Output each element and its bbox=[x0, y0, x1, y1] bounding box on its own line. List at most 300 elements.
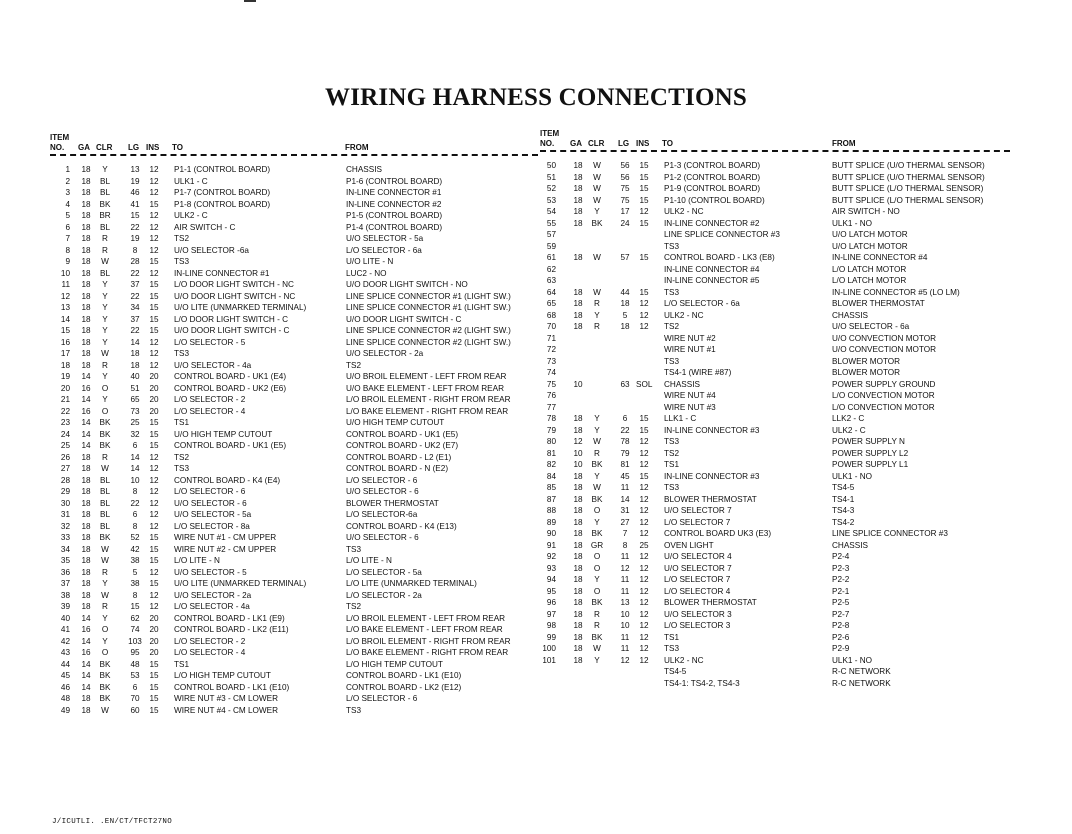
table-row bbox=[50, 268, 538, 280]
table-row bbox=[50, 429, 538, 441]
cell-from-terminal: P1-4 (CONTROL BOARD) bbox=[346, 222, 443, 232]
cell-from-terminal: P2-6 bbox=[832, 632, 850, 642]
cell-to-terminal: ULK1 - C bbox=[174, 176, 208, 186]
table-row bbox=[50, 164, 538, 176]
cell-to-terminal: TS3 bbox=[174, 464, 190, 473]
cell-insulation: 12 bbox=[639, 563, 649, 573]
cell-gauge: 18 bbox=[81, 510, 91, 519]
cell-gauge: 18 bbox=[573, 161, 583, 170]
cell-to-terminal: L/O DOOR LIGHT SWITCH - C bbox=[174, 314, 289, 324]
cell-to-terminal: IN-LINE CONNECTOR #3 bbox=[664, 471, 760, 481]
cell-length: 14 bbox=[130, 464, 140, 473]
cell-insulation: 15 bbox=[639, 218, 649, 228]
cell-length: 74 bbox=[130, 625, 140, 634]
cell-from-terminal: POWER SUPPLY GROUND bbox=[832, 379, 936, 389]
table-row bbox=[540, 344, 1010, 356]
table-row bbox=[50, 647, 538, 659]
cell-item-no: 31 bbox=[60, 510, 70, 519]
cell-length: 79 bbox=[620, 448, 630, 458]
cell-from-terminal: BUTT SPLICE (U/O THERMAL SENSOR) bbox=[832, 161, 985, 170]
cell-from-terminal: L/O HIGH TEMP CUTOUT bbox=[346, 659, 443, 669]
cell-length: 75 bbox=[620, 184, 630, 193]
cell-gauge: 18 bbox=[81, 314, 91, 324]
cell-to-terminal: L/O SELECTOR - 8a bbox=[174, 521, 250, 531]
cell-from-terminal: AIR SWITCH - NO bbox=[832, 207, 900, 216]
cell-from-terminal: LINE SPLICE CONNECTOR #1 (LIGHT SW.) bbox=[346, 303, 511, 312]
cell-from-terminal: TS4-5 bbox=[832, 483, 855, 492]
table-row bbox=[50, 555, 538, 567]
cell-to-terminal: TS3 bbox=[174, 349, 190, 358]
table-row bbox=[540, 528, 1010, 540]
cell-from-terminal: L/O BROIL ELEMENT - LEFT FROM REAR bbox=[346, 613, 506, 623]
cell-length: 8 bbox=[622, 540, 628, 550]
cell-to-terminal: L/O HIGH TEMP CUTOUT bbox=[174, 671, 271, 680]
cell-gauge: 18 bbox=[573, 552, 583, 561]
cell-length: 11 bbox=[620, 575, 630, 584]
cell-from-terminal: LINE SPLICE CONNECTOR #2 (LIGHT SW.) bbox=[346, 337, 511, 347]
cell-to-terminal: ULK2 - NC bbox=[664, 655, 704, 665]
cell-from-terminal: CONTROL BOARD - UK1 (E5) bbox=[346, 429, 459, 439]
cell-color: R bbox=[102, 452, 108, 462]
cell-insulation: 12 bbox=[639, 598, 649, 607]
cell-to-terminal: TS3 bbox=[664, 437, 680, 446]
cell-item-no: 21 bbox=[60, 395, 70, 404]
right-connections-table bbox=[540, 126, 1010, 689]
cell-gauge: 18 bbox=[81, 268, 91, 278]
cell-insulation: 12 bbox=[639, 506, 649, 515]
cell-insulation: 12 bbox=[149, 487, 159, 496]
cell-insulation: 12 bbox=[149, 602, 159, 611]
cell-gauge: 18 bbox=[573, 621, 583, 630]
cell-to-terminal: TS3 bbox=[664, 287, 680, 297]
cell-to-terminal: OVEN LIGHT bbox=[664, 540, 714, 550]
cell-to-terminal: P1-9 (CONTROL BOARD) bbox=[664, 184, 761, 193]
cell-color: W bbox=[593, 437, 601, 446]
cell-from-terminal: TS2 bbox=[346, 602, 362, 611]
cell-item-no: 68 bbox=[546, 310, 556, 320]
cell-from-terminal: U/O SELECTOR - 5a bbox=[346, 234, 424, 243]
cell-item-no: 79 bbox=[546, 425, 556, 435]
cell-item-no: 11 bbox=[61, 280, 70, 289]
cell-insulation: 20 bbox=[149, 372, 159, 381]
cell-gauge: 18 bbox=[81, 590, 91, 600]
cell-to-terminal: CONTROL BOARD - LK1 (E10) bbox=[174, 682, 290, 692]
header-ga: GA bbox=[78, 143, 90, 152]
cell-gauge: 18 bbox=[81, 234, 91, 243]
cell-length: 103 bbox=[128, 636, 142, 646]
header-ga: GA bbox=[570, 139, 582, 148]
cell-insulation: 20 bbox=[149, 395, 159, 404]
cell-color: Y bbox=[102, 291, 108, 301]
cell-to-terminal: ULK2 - NC bbox=[664, 207, 704, 216]
cell-item-no: 89 bbox=[546, 517, 556, 527]
cell-to-terminal: ULK2 - NC bbox=[664, 310, 704, 320]
cell-from-terminal: L/O BAKE ELEMENT - RIGHT FROM REAR bbox=[346, 648, 509, 657]
cell-from-terminal: TS4-2 bbox=[832, 517, 855, 527]
cell-gauge: 18 bbox=[81, 521, 91, 531]
cell-item-no: 91 bbox=[546, 540, 556, 550]
cell-insulation: 12 bbox=[639, 310, 649, 320]
cell-gauge: 18 bbox=[81, 291, 91, 301]
table-row bbox=[540, 655, 1010, 667]
right-rows bbox=[540, 160, 1010, 689]
cell-to-terminal: L/O SELECTOR - 5 bbox=[174, 337, 246, 347]
cell-gauge: 18 bbox=[81, 498, 91, 508]
cell-insulation: 12 bbox=[639, 575, 649, 584]
cell-gauge: 18 bbox=[81, 452, 91, 462]
cell-gauge: 18 bbox=[81, 360, 91, 370]
cell-item-no: 59 bbox=[546, 241, 556, 251]
cell-from-terminal: LINE SPLICE CONNECTOR #1 (LIGHT SW.) bbox=[346, 291, 511, 301]
cell-color: BK bbox=[99, 429, 111, 439]
cell-from-terminal: L/O SELECTOR - 6 bbox=[346, 475, 418, 485]
cell-item-no: 78 bbox=[546, 414, 556, 423]
cell-to-terminal: WIRE NUT #2 - CM UPPER bbox=[174, 544, 277, 554]
cell-insulation: 12 bbox=[149, 188, 159, 197]
cell-gauge: 18 bbox=[81, 199, 91, 209]
cell-length: 42 bbox=[130, 544, 140, 554]
table-row bbox=[540, 436, 1010, 448]
cell-to-terminal: P1-8 (CONTROL BOARD) bbox=[174, 199, 271, 209]
cell-from-terminal: IN-LINE CONNECTOR #5 (LO LM) bbox=[832, 287, 960, 297]
cell-color: Y bbox=[102, 280, 108, 289]
cell-length: 22 bbox=[130, 326, 140, 335]
cell-gauge: 16 bbox=[81, 383, 91, 393]
cell-insulation: 15 bbox=[639, 172, 649, 182]
cell-insulation: 12 bbox=[149, 360, 159, 370]
cell-insulation: 15 bbox=[149, 326, 159, 335]
cell-item-no: 26 bbox=[60, 452, 70, 462]
cell-item-no: 63 bbox=[546, 276, 556, 285]
cell-to-terminal: L/O SELECTOR - 4 bbox=[174, 406, 246, 416]
cell-insulation: 20 bbox=[149, 648, 159, 657]
table-row bbox=[50, 475, 538, 487]
cell-from-terminal: LINE SPLICE CONNECTOR #3 bbox=[832, 529, 948, 538]
table-row bbox=[50, 486, 538, 498]
cell-item-no: 34 bbox=[60, 544, 70, 554]
cell-length: 8 bbox=[132, 521, 138, 531]
cell-length: 37 bbox=[130, 314, 140, 324]
cell-insulation: 20 bbox=[149, 636, 159, 646]
cell-from-terminal: P2-7 bbox=[832, 609, 850, 619]
cell-from-terminal: LINE SPLICE CONNECTOR #2 (LIGHT SW.) bbox=[346, 326, 511, 335]
cell-to-terminal: TS4-1: TS4-2, TS4-3 bbox=[664, 678, 740, 688]
table-row bbox=[540, 413, 1010, 425]
table-row bbox=[50, 406, 538, 418]
cell-from-terminal: CONTROL BOARD - LK1 (E10) bbox=[346, 671, 462, 680]
table-row bbox=[50, 509, 538, 521]
table-row bbox=[50, 636, 538, 648]
cell-insulation: 15 bbox=[149, 429, 159, 439]
cell-from-terminal: U/O BAKE ELEMENT - LEFT FROM REAR bbox=[346, 383, 505, 393]
scan-mark bbox=[244, 0, 256, 5]
table-row bbox=[50, 383, 538, 395]
cell-item-no: 82 bbox=[546, 460, 556, 469]
cell-length: 6 bbox=[622, 414, 628, 423]
cell-insulation: 12 bbox=[639, 655, 649, 665]
cell-item-no: 41 bbox=[60, 625, 70, 634]
cell-gauge: 18 bbox=[573, 310, 583, 320]
cell-gauge: 14 bbox=[81, 682, 91, 692]
cell-item-no: 4 bbox=[65, 199, 70, 209]
table-row bbox=[540, 390, 1010, 402]
cell-from-terminal: U/O BROIL ELEMENT - LEFT FROM REAR bbox=[346, 372, 507, 381]
cell-from-terminal: BUTT SPLICE (U/O THERMAL SENSOR) bbox=[832, 172, 985, 182]
cell-gauge: 14 bbox=[81, 671, 91, 680]
table-row bbox=[50, 199, 538, 211]
cell-insulation: 12 bbox=[149, 245, 159, 255]
cell-color: W bbox=[101, 349, 109, 358]
cell-color: BK bbox=[99, 533, 111, 542]
table-row bbox=[50, 187, 538, 199]
header-clr: CLR bbox=[96, 143, 113, 152]
header-ins: INS bbox=[146, 143, 160, 152]
cell-gauge: 10 bbox=[573, 379, 583, 389]
cell-color: R bbox=[594, 448, 600, 458]
cell-color: Y bbox=[594, 517, 600, 527]
cell-color: BK bbox=[99, 694, 111, 703]
cell-length: 41 bbox=[130, 199, 140, 209]
table-row bbox=[50, 521, 538, 533]
cell-to-terminal: CHASSIS bbox=[664, 379, 700, 389]
cell-item-no: 45 bbox=[60, 671, 70, 680]
cell-insulation: 15 bbox=[639, 195, 649, 205]
cell-to-terminal: U/O LITE (UNMARKED TERMINAL) bbox=[174, 579, 307, 588]
cell-item-no: 49 bbox=[60, 705, 70, 715]
cell-insulation: 12 bbox=[639, 322, 649, 331]
cell-to-terminal: WIRE NUT #2 bbox=[664, 333, 716, 343]
cell-length: 37 bbox=[130, 280, 140, 289]
table-row bbox=[540, 678, 1010, 690]
cell-insulation: 12 bbox=[149, 165, 159, 174]
cell-color: W bbox=[593, 253, 601, 262]
table-row bbox=[50, 314, 538, 326]
table-row bbox=[540, 229, 1010, 241]
table-row bbox=[50, 302, 538, 314]
table-row bbox=[540, 574, 1010, 586]
cell-to-terminal: TS3 bbox=[664, 241, 680, 251]
cell-from-terminal: POWER SUPPLY L2 bbox=[832, 448, 909, 458]
cell-to-terminal: U/O SELECTOR - 6 bbox=[174, 498, 247, 508]
table-row bbox=[540, 540, 1010, 552]
cell-color: R bbox=[102, 234, 108, 243]
cell-gauge: 18 bbox=[573, 529, 583, 538]
cell-length: 10 bbox=[620, 621, 630, 630]
cell-color: Y bbox=[102, 636, 108, 646]
cell-to-terminal: ULK2 - C bbox=[174, 211, 208, 220]
cell-item-no: 22 bbox=[60, 406, 70, 416]
cell-gauge: 18 bbox=[573, 598, 583, 607]
table-row bbox=[540, 597, 1010, 609]
cell-from-terminal: ULK1 - NO bbox=[832, 655, 873, 665]
cell-to-terminal: U/O SELECTOR 7 bbox=[664, 563, 732, 573]
cell-to-terminal: WIRE NUT #4 - CM LOWER bbox=[174, 705, 279, 715]
cell-insulation: 12 bbox=[639, 448, 649, 458]
cell-from-terminal: ULK2 - C bbox=[832, 425, 866, 435]
table-row bbox=[50, 291, 538, 303]
table-row bbox=[50, 256, 538, 268]
cell-item-no: 84 bbox=[546, 471, 556, 481]
cell-item-no: 71 bbox=[546, 333, 556, 343]
cell-from-terminal: CHASSIS bbox=[832, 310, 868, 320]
cell-item-no: 96 bbox=[546, 598, 556, 607]
cell-from-terminal: U/O SELECTOR - 6 bbox=[346, 487, 419, 496]
cell-gauge: 18 bbox=[81, 337, 91, 347]
cell-color: Y bbox=[102, 326, 108, 335]
table-row bbox=[540, 275, 1010, 287]
cell-item-no: 38 bbox=[60, 590, 70, 600]
cell-item-no: 80 bbox=[546, 437, 556, 446]
cell-length: 44 bbox=[620, 287, 630, 297]
cell-gauge: 16 bbox=[81, 625, 91, 634]
cell-length: 40 bbox=[130, 372, 140, 381]
cell-to-terminal: U/O SELECTOR 4 bbox=[664, 552, 732, 561]
cell-color: Y bbox=[102, 613, 108, 623]
cell-color: O bbox=[593, 552, 601, 561]
table-row bbox=[50, 670, 538, 682]
cell-color: Y bbox=[594, 575, 600, 584]
cell-length: 38 bbox=[130, 556, 140, 565]
table-row bbox=[540, 666, 1010, 678]
cell-gauge: 18 bbox=[81, 464, 91, 473]
table-row bbox=[540, 241, 1010, 253]
cell-color: Y bbox=[102, 579, 108, 588]
table-row bbox=[540, 160, 1010, 172]
cell-color: BK bbox=[99, 682, 111, 692]
cell-length: 13 bbox=[620, 598, 630, 607]
table-row bbox=[50, 682, 538, 694]
cell-from-terminal: CONTROL BOARD - UK2 (E7) bbox=[346, 441, 459, 450]
table-row bbox=[540, 609, 1010, 621]
cell-length: 6 bbox=[132, 682, 138, 692]
cell-from-terminal: P2-8 bbox=[832, 621, 850, 630]
header-to: TO bbox=[662, 139, 673, 148]
table-row bbox=[50, 705, 538, 717]
cell-length: 73 bbox=[130, 406, 140, 416]
cell-from-terminal: L/O LITE - N bbox=[346, 556, 392, 565]
table-row bbox=[50, 360, 538, 372]
cell-from-terminal: L/O LATCH MOTOR bbox=[832, 276, 907, 285]
cell-length: 28 bbox=[130, 257, 140, 266]
cell-length: 14 bbox=[620, 494, 630, 504]
table-row bbox=[540, 333, 1010, 345]
cell-to-terminal: L/O LITE - N bbox=[174, 556, 220, 565]
cell-from-terminal: U/O LATCH MOTOR bbox=[832, 241, 908, 251]
cell-item-no: 23 bbox=[60, 418, 70, 427]
cell-from-terminal: ULK1 - NO bbox=[832, 218, 873, 228]
cell-to-terminal: L/O SELECTOR 7 bbox=[664, 517, 731, 527]
table-row bbox=[50, 325, 538, 337]
cell-item-no: 1 bbox=[65, 165, 70, 174]
cell-to-terminal: TS1 bbox=[664, 632, 680, 642]
table-row bbox=[540, 298, 1010, 310]
table-row bbox=[50, 567, 538, 579]
cell-insulation: 12 bbox=[149, 222, 159, 232]
table-row bbox=[50, 532, 538, 544]
cell-from-terminal: TS2 bbox=[346, 360, 362, 370]
cell-item-no: 70 bbox=[546, 322, 556, 331]
cell-gauge: 18 bbox=[573, 575, 583, 584]
cell-insulation: 15 bbox=[149, 659, 159, 669]
cell-insulation: 15 bbox=[639, 253, 649, 262]
cell-item-no: 9 bbox=[65, 257, 70, 266]
cell-to-terminal: U/O LITE (UNMARKED TERMINAL) bbox=[174, 303, 307, 312]
cell-gauge: 18 bbox=[573, 655, 583, 665]
cell-insulation: 12 bbox=[639, 609, 649, 619]
cell-to-terminal: CONTROL BOARD - UK2 (E6) bbox=[174, 383, 287, 393]
cell-from-terminal: BLOWER THERMOSTAT bbox=[832, 299, 925, 308]
cell-from-terminal: L/O BROIL ELEMENT - RIGHT FROM REAR bbox=[346, 395, 511, 404]
cell-length: 46 bbox=[130, 188, 140, 197]
cell-gauge: 18 bbox=[81, 556, 91, 565]
cell-length: 18 bbox=[130, 349, 140, 358]
cell-gauge: 18 bbox=[81, 257, 91, 266]
cell-color: Y bbox=[102, 395, 108, 404]
cell-length: 12 bbox=[620, 563, 630, 573]
cell-insulation: 20 bbox=[149, 613, 159, 623]
cell-gauge: 18 bbox=[573, 322, 583, 331]
cell-from-terminal: L/O BROIL ELEMENT - RIGHT FROM REAR bbox=[346, 636, 511, 646]
cell-from-terminal: U/O HIGH TEMP CUTOUT bbox=[346, 418, 445, 427]
table-row bbox=[50, 348, 538, 360]
table-row bbox=[540, 494, 1010, 506]
cell-color: W bbox=[593, 483, 601, 492]
cell-to-terminal: WIRE NUT #1 bbox=[664, 345, 716, 354]
cell-insulation: 12 bbox=[149, 567, 159, 577]
table-row bbox=[50, 233, 538, 245]
cell-length: 5 bbox=[622, 310, 628, 320]
cell-item-no: 10 bbox=[60, 268, 70, 278]
cell-gauge: 18 bbox=[573, 207, 583, 216]
table-row bbox=[50, 578, 538, 590]
cell-to-terminal: L/O SELECTOR - 6a bbox=[664, 299, 740, 308]
cell-length: 8 bbox=[132, 590, 138, 600]
cell-item-no: 15 bbox=[60, 326, 70, 335]
table-row bbox=[50, 440, 538, 452]
left-connections-table bbox=[50, 130, 538, 716]
cell-gauge: 18 bbox=[573, 172, 583, 182]
cell-color: R bbox=[102, 360, 108, 370]
cell-item-no: 3 bbox=[65, 188, 70, 197]
cell-to-terminal: TS4-5 bbox=[664, 667, 687, 676]
cell-color: BL bbox=[99, 268, 110, 278]
cell-item-no: 16 bbox=[60, 337, 70, 347]
cell-gauge: 14 bbox=[81, 395, 91, 404]
cell-length: 11 bbox=[620, 552, 630, 561]
cell-gauge: 18 bbox=[573, 586, 583, 596]
table-row bbox=[540, 310, 1010, 322]
table-row bbox=[540, 195, 1010, 207]
cell-insulation: 12 bbox=[149, 268, 159, 278]
cell-color: BL bbox=[99, 487, 110, 496]
cell-color: W bbox=[101, 705, 109, 715]
cell-color: W bbox=[593, 161, 601, 170]
cell-color: W bbox=[101, 257, 109, 266]
cell-from-terminal: IN-LINE CONNECTOR #2 bbox=[346, 199, 442, 209]
cell-insulation: 12 bbox=[149, 510, 159, 519]
cell-length: 11 bbox=[620, 483, 630, 492]
cell-to-terminal: CONTROL BOARD - UK1 (E4) bbox=[174, 372, 287, 381]
cell-from-terminal: P1-5 (CONTROL BOARD) bbox=[346, 211, 443, 220]
header-lg: LG bbox=[618, 139, 630, 148]
cell-insulation: 15 bbox=[149, 694, 159, 703]
cell-color: R bbox=[102, 567, 108, 577]
cell-length: 38 bbox=[130, 579, 140, 588]
cell-gauge: 18 bbox=[573, 517, 583, 527]
cell-gauge: 18 bbox=[81, 245, 91, 255]
cell-item-no: 75 bbox=[546, 379, 556, 389]
page-title: WIRING HARNESS CONNECTIONS bbox=[325, 84, 747, 111]
